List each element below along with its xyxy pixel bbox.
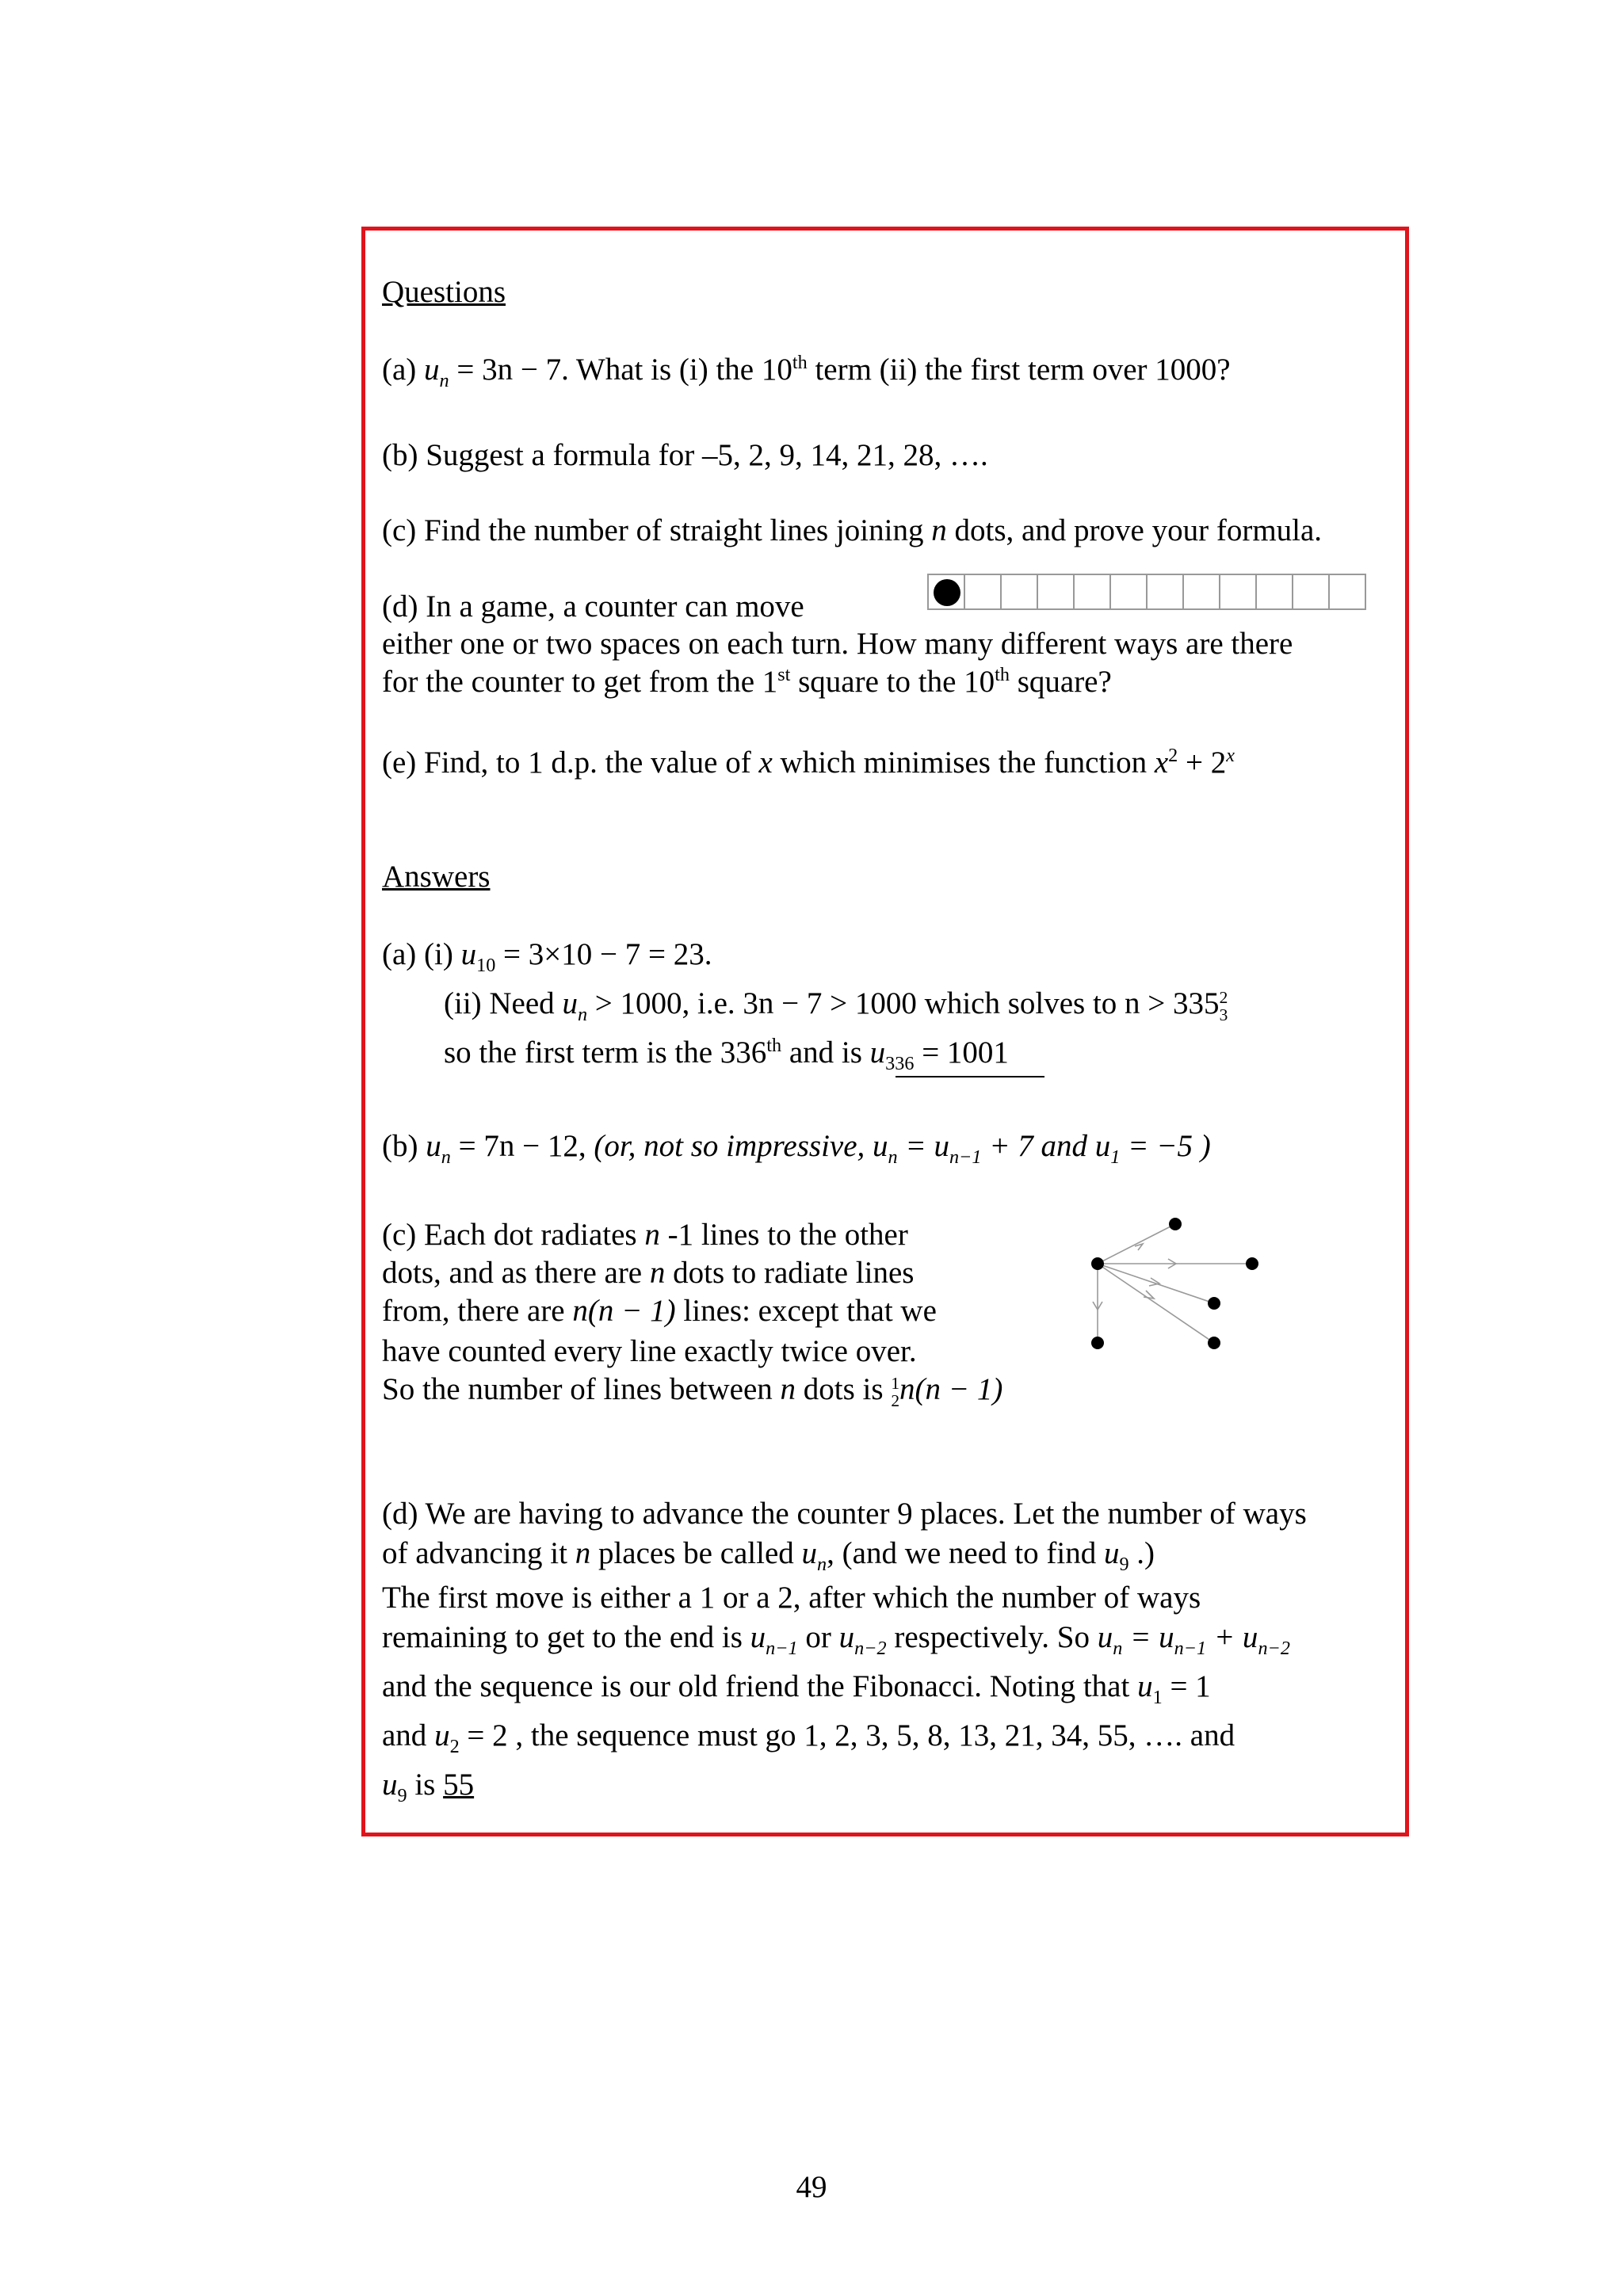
a-a3-sup: th (766, 1035, 782, 1056)
a-c-1b: -1 lines to the other (659, 1218, 908, 1252)
a-a3-2: and is (781, 1035, 870, 1070)
a-d-4u2: u (838, 1620, 855, 1654)
board-cell (1146, 574, 1184, 610)
answer-b (382, 1128, 1211, 1168)
a-a3-u: u (869, 1035, 886, 1070)
a-a1-2: = 3×10 − 7 = 23. (495, 937, 712, 971)
dot-right (1246, 1257, 1258, 1270)
board-cell (1073, 574, 1111, 610)
frac-den: 3 (1219, 1005, 1228, 1025)
answer-c-line2 (382, 1255, 914, 1292)
a-b-sub2: n (888, 1146, 898, 1168)
a-d-4s1: n−1 (766, 1637, 798, 1659)
game-board (927, 574, 1365, 610)
question-c (382, 513, 1322, 550)
a-b-sub4: 1 (1110, 1146, 1121, 1168)
board-cell (1328, 574, 1366, 610)
a-d-4s5: n−2 (1258, 1637, 1290, 1659)
question-d-line2: either one or two spaces on each turn. How many different ways are there (382, 627, 1293, 661)
board-cell (927, 574, 965, 610)
a-d-5b: = 1 (1162, 1669, 1211, 1703)
arrow-1 (1135, 1244, 1143, 1250)
questions-heading: Questions (382, 275, 506, 309)
a-d-4s4: n−1 (1174, 1637, 1207, 1659)
a-a1-sub: 10 (476, 954, 496, 976)
a-c-2a: dots, and as there are (382, 1256, 650, 1290)
a-c-5a: So the number of lines between (382, 1372, 781, 1406)
q-d-sup1: st (777, 664, 791, 685)
a-c-5m: n(n − 1) (899, 1372, 1003, 1406)
q-c-2: dots, and prove your formula. (946, 513, 1323, 547)
board-cell (964, 574, 1002, 610)
a-b-5: + 7 and u (981, 1129, 1111, 1163)
answer-c-line3 (382, 1293, 937, 1330)
answer-a-ii-cont (444, 1035, 1009, 1072)
answers-heading: Answers (382, 860, 491, 894)
a-d-4c: respectively. So (886, 1620, 1098, 1654)
a-a3-1: so the first term is the 336 (444, 1035, 767, 1070)
question-d-line3 (382, 664, 1112, 701)
question-a (382, 352, 1231, 389)
a-d-4u3: u (1097, 1620, 1113, 1654)
q-a-text2: term (ii) the first term over 1000? (807, 353, 1231, 387)
fraction-two-thirds (1220, 989, 1228, 1024)
board-cell (1219, 574, 1257, 610)
a-d-7s: 9 (397, 1784, 407, 1806)
question-e (382, 745, 1235, 782)
a-d-4u1: u (750, 1620, 766, 1654)
a-d-2a: of advancing it (382, 1536, 575, 1570)
half-num: 1 (891, 1373, 900, 1393)
a-d-2u: u (801, 1536, 818, 1570)
a-d-5u: u (1137, 1669, 1153, 1703)
answer-a-i (382, 936, 712, 974)
counter-token (934, 579, 960, 606)
a-c-3a: from, there are (382, 1294, 573, 1328)
a-c-5n: n (780, 1372, 796, 1406)
a-d-7a: is (407, 1768, 444, 1802)
a-c-3b: lines: except that we (675, 1294, 937, 1328)
page-number: 49 (796, 2170, 827, 2204)
answer-a-ii (444, 986, 1228, 1024)
dot-origin (1091, 1257, 1104, 1270)
q-a-text1: . What is (i) the 10 (561, 353, 792, 387)
q-c-1: (c) Find the number of straight lines joining (382, 513, 932, 547)
board-cell (1182, 574, 1220, 610)
answer-underline (896, 1076, 1044, 1077)
answer-d-line2 (382, 1535, 1155, 1573)
board-cell (1037, 574, 1075, 610)
question-d-line1: (d) In a game, a counter can move (382, 589, 804, 624)
answer-c-line4: have counted every line exactly twice over. (382, 1334, 917, 1368)
dot-bottom (1091, 1337, 1104, 1349)
a-b-u: u (426, 1129, 441, 1163)
dot-top (1169, 1218, 1182, 1230)
a-d-5s: 1 (1152, 1686, 1163, 1708)
a-d-2sub9: 9 (1119, 1553, 1129, 1575)
line-to-mid (1098, 1264, 1214, 1303)
a-a3-3: = 1001 (914, 1035, 1009, 1070)
line-to-bottom-right (1098, 1264, 1214, 1343)
answer-d-line3: The first move is either a 1 or a 2, after which the number of ways (382, 1581, 1201, 1615)
q-a-prefix: (a) (382, 353, 425, 387)
q-d-sup2: th (995, 664, 1010, 685)
a-b-sub: n (441, 1146, 451, 1168)
q-d-3b: square to the 10 (790, 665, 995, 699)
a-a2-sub: n (577, 1003, 588, 1025)
a-a2-u: u (562, 986, 578, 1020)
q-a-u: u (424, 353, 440, 387)
dot-bottom-right (1208, 1337, 1220, 1349)
a-c-1a: (c) Each dot radiates (382, 1218, 645, 1252)
a-a1-u: u (460, 937, 477, 971)
a-c-2n: n (649, 1256, 666, 1290)
q-a-rhs: = 3n − 7 (449, 353, 562, 387)
a-d-2b: places be called (590, 1536, 802, 1570)
a-d-6u: u (434, 1718, 450, 1753)
dot-lines-diagram (1086, 1208, 1276, 1359)
a-b-1: (b) (382, 1129, 426, 1163)
final-answer: 55 (443, 1768, 475, 1802)
answer-d-line1: (d) We are having to advance the counter 9 places. Let the number of ways (382, 1497, 1307, 1531)
a-d-4e: + u (1206, 1620, 1258, 1654)
q-e-f1sup: 2 (1168, 745, 1178, 766)
a-d-4s3: n (1113, 1637, 1123, 1659)
a-d-2d: .) (1128, 1536, 1155, 1570)
q-e-f1: x (1154, 746, 1169, 780)
q-e-2: which minimises the function (772, 746, 1155, 780)
arrow-4 (1144, 1291, 1154, 1299)
a-d-2sub: n (817, 1553, 827, 1575)
board-cell (1255, 574, 1293, 610)
board-cell (1292, 574, 1330, 610)
a-d-7u: u (382, 1768, 398, 1802)
a-d-5a: and the sequence is our old friend the Fibonacci. Noting that (382, 1669, 1138, 1703)
a-d-2c: , (and we need to find (827, 1536, 1104, 1570)
answer-d-line7 (382, 1767, 474, 1804)
answer-d-line6 (382, 1718, 1235, 1755)
dots (1091, 1218, 1258, 1349)
half-den: 2 (891, 1391, 900, 1411)
a-c-2b: dots to radiate lines (665, 1256, 915, 1290)
a-a3-sub: 336 (885, 1052, 915, 1074)
q-e-f2sup: x (1226, 745, 1235, 766)
a-a2-2: > 1000, i.e. 3n − 7 > 1000 which solves to n > 335 (587, 986, 1220, 1020)
a-a1-1: (a) (i) (382, 937, 461, 971)
q-e-f2: + 2 (1178, 746, 1227, 780)
line-to-top (1098, 1224, 1175, 1264)
answer-d-line4 (382, 1619, 1290, 1657)
q-a-sup: th (792, 352, 808, 373)
a-b-2: = 7n − 12, (450, 1129, 594, 1163)
dot-mid (1208, 1297, 1220, 1310)
a-d-2n: n (575, 1536, 591, 1570)
a-a2-1: (ii) Need (444, 986, 563, 1020)
a-c-3m: n(n − 1) (572, 1294, 676, 1328)
a-d-6s: 2 (449, 1735, 460, 1757)
a-b-6: = −5 ) (1120, 1129, 1211, 1163)
board-cell (1109, 574, 1148, 610)
a-d-2u9: u (1103, 1536, 1120, 1570)
q-a-sub: n (439, 369, 449, 391)
a-d-4b: or (797, 1620, 839, 1654)
question-b: (b) Suggest a formula for –5, 2, 9, 14, 21, 28, …. (382, 438, 988, 472)
a-c-5b: dots is (796, 1372, 892, 1406)
a-d-6a: and (382, 1718, 435, 1753)
q-d-3a: for the counter to get from the 1 (382, 665, 778, 699)
a-b-4: = u (897, 1129, 949, 1163)
a-c-1n: n (644, 1218, 660, 1252)
answer-c-line1 (382, 1217, 908, 1254)
frac-num: 2 (1219, 987, 1228, 1007)
a-d-6b: = 2 , the sequence must go 1, 2, 3, 5, 8, 13, 21, 34, 55, …. and (459, 1718, 1235, 1753)
q-e-1: (e) Find, to 1 d.p. the value of (382, 746, 759, 780)
q-d-3c: square? (1009, 665, 1112, 699)
a-d-4s2: n−2 (854, 1637, 887, 1659)
a-b-3: (or, not so impressive, u (594, 1129, 888, 1163)
fraction-half (891, 1375, 899, 1410)
q-e-x: x (758, 746, 773, 780)
radiating-lines (1093, 1224, 1252, 1343)
board-cell (1000, 574, 1038, 610)
a-b-sub3: n−1 (949, 1146, 982, 1168)
answer-d-line5 (382, 1669, 1211, 1706)
a-d-4a: remaining to get to the end is (382, 1620, 750, 1654)
answer-c-line5 (382, 1371, 1002, 1410)
a-d-4d: = u (1122, 1620, 1174, 1654)
q-c-n: n (931, 513, 947, 547)
